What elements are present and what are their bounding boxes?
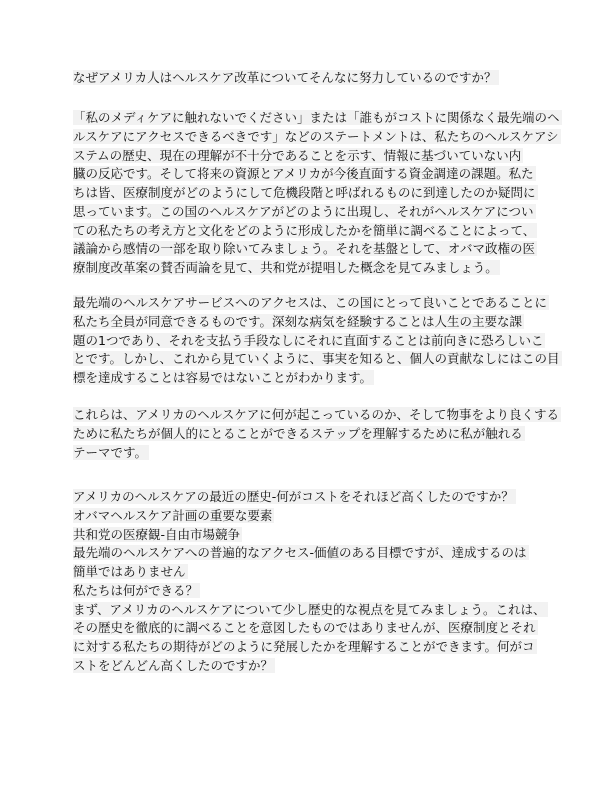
text-line-content: 最先端のヘルスケアサービスへのアクセスは、この国にとって良いことであることに: [73, 295, 548, 310]
text-line: [73, 184, 563, 203]
text-line: [73, 259, 563, 278]
text-line: [73, 582, 563, 601]
text-line: [73, 444, 563, 463]
text-line-content: ちは皆、医療制度がどのようにして危機段階と呼ばれるものに到達したのか疑問に: [73, 185, 536, 200]
text-line: [73, 128, 563, 147]
text-line: [73, 619, 563, 638]
text-line: [73, 488, 563, 507]
paragraph-1: [73, 109, 563, 278]
text-line-content: ストをどんどん高くしたのですか？: [73, 657, 274, 673]
text-line: [73, 526, 563, 545]
text-line: [73, 657, 563, 676]
text-line-content: に対する私たちの期待がどのように発展したかを理解することができます。何がコ: [73, 639, 535, 654]
text-line: [73, 350, 563, 369]
text-line-content: 最先端のヘルスケアへの普遍的なアクセス-価値のある目標ですが、達成するのは: [73, 545, 527, 561]
text-line: [73, 369, 563, 388]
text-line-content: ルスケアにアクセスできるべきです」などのステートメントは、私たちのヘルスケアシ: [73, 128, 559, 144]
text-line-content: 「私のメディケアに触れないでください」または「誰もがコストに関係なく最先端のヘ: [73, 110, 560, 125]
text-line: [73, 563, 563, 582]
text-line-content: とです。しかし、これから見ていくように、事実を知ると、個人の貢献なしにはこの目: [73, 351, 560, 367]
text-line-content: 思っています。この国のヘルスケアがどのように出現し、それがヘルスケアについ: [73, 203, 534, 219]
text-line-content: テーマです。: [73, 444, 148, 460]
text-line-content: 私たちは何ができる？: [73, 582, 199, 598]
text-line: [73, 165, 563, 184]
text-line-content: 議論から感情の一部を取り除いてみましょう。それを基盤として、オバマ政権の医: [73, 241, 536, 257]
text-line-content: 私たち全員が同意できるものです。深刻な病気を経験することは人生の主要な課: [73, 313, 523, 329]
text-line: [73, 544, 563, 563]
text-line-content: アメリカのヘルスケアの最近の歴史-何がコストをそれほど高くしたのですか？: [73, 489, 514, 504]
text-line: [73, 507, 563, 526]
text-line-content: ての私たちの考え方と文化をどのように形成したかを簡単に調べることによって、: [73, 222, 536, 238]
text-line: [73, 601, 563, 620]
text-line: [73, 109, 563, 128]
text-line-content: まず、アメリカのヘルスケアについて少し歴史的な視点を見てみましょう。これは、: [73, 601, 546, 617]
document-title: [73, 69, 563, 88]
text-line: [73, 425, 563, 444]
text-line: [73, 222, 563, 241]
title-text: なぜアメリカ人はヘルスケア改革についてそんなに努力しているのですか？: [73, 70, 497, 85]
text-line: [73, 332, 563, 351]
text-line-content: 臓の反応です。そして将来の資源とアメリカが今後直面する資金調達の課題。私た: [73, 166, 534, 182]
text-line: [73, 406, 563, 425]
text-line: [73, 294, 563, 313]
text-line-content: 療制度改革案の賛否両論を見て、共和党が提唱した概念を見てみましょう。: [73, 260, 498, 275]
text-line-content: 標を達成することは容易ではないことがわかります。: [73, 370, 373, 385]
paragraph-2: [73, 294, 563, 388]
text-line-content: 題の1つであり、それを支払う手段なしにそれに直面することは前向きに恐ろしいこ: [73, 332, 544, 348]
text-line-content: これらは、アメリカのヘルスケアに何が起こっているのか、そして物事をより良くする: [73, 407, 560, 422]
text-line: [73, 240, 563, 259]
paragraph-3: [73, 406, 563, 462]
topic-list: [73, 488, 563, 676]
text-line-content: 共和党の医療観-自由市場競争: [73, 526, 241, 542]
text-line: [73, 147, 563, 166]
text-line-content: ために私たちが個人的にとることができるステップを理解するために私が触れる: [73, 425, 523, 441]
text-line: [73, 313, 563, 332]
text-line-content: オバマヘルスケア計画の重要な要素: [73, 507, 273, 523]
text-line-content: ステムの歴史、現在の理解が不十分であることを示す、情報に基づいていない内: [73, 147, 522, 163]
text-line-content: その歴史を徹底的に調べることを意図したものではありませんが、医療制度とそれ: [73, 620, 536, 636]
text-line: [73, 638, 563, 657]
text-line-content: 簡単ではありません: [73, 564, 186, 579]
text-line: [73, 203, 563, 222]
